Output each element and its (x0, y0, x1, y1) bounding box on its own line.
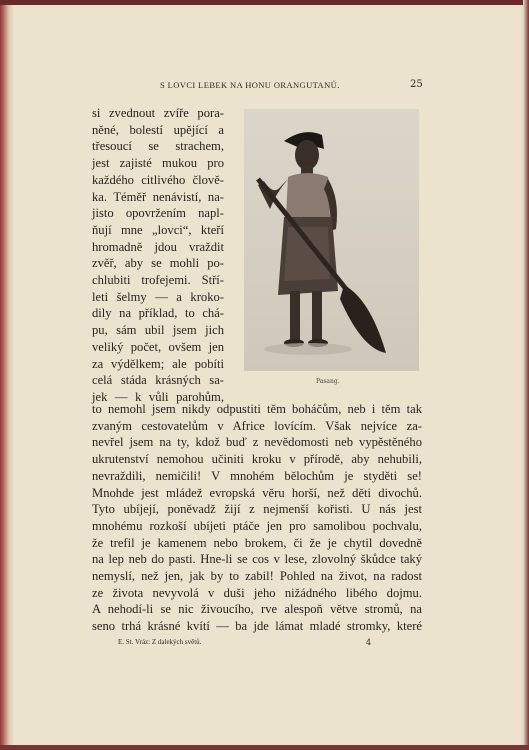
text-line: jest zajisté mukou pro (92, 156, 224, 171)
text-line: dily na příklad, to chá- (92, 306, 224, 321)
text-line: celá stáda krásných sa- (92, 373, 224, 388)
text-line: za výdělkem; ale pobíti (92, 356, 224, 371)
text-line: Tyto ubíjejí, poněvadž žijí z nejmenší kořisti. U nás jest (92, 502, 422, 517)
signature-line: E. St. Vráz: Z dalekých světů. (118, 638, 202, 646)
text-line: ňují mne „lovci“, kteří (92, 222, 224, 237)
text-line: nevraždili, nemičili! V mnohém bělochům je styděti se! (92, 468, 422, 483)
text-line: zvěř, aby se mohli po- (92, 256, 224, 271)
text-line: chlubiti trofejemi. Stří- (92, 273, 224, 287)
text-line: že trefil je kamenem nebo brokem, či že je chytil dovedně (92, 535, 422, 550)
photo-image (244, 109, 419, 371)
book-spine (0, 0, 14, 750)
text-line: ukrutenství nemohou učiniti kroku v přírodě, aby nehubili, (92, 452, 422, 467)
page-top-edge (0, 0, 529, 5)
text-line: ze života nevyvolá v duši jeho nižádného libého dojmu. (92, 585, 422, 600)
text-line: pu, sám ubil jsem jich (92, 323, 224, 338)
text-line: si zvednout zvíře pora- (92, 106, 224, 120)
text-line: něné, bolestí upějící a (92, 122, 224, 137)
text-line: hromadně jdou vraždit (92, 239, 224, 254)
sheet-number: 4 (366, 638, 372, 647)
text-line: jisto opovržením napl- (92, 206, 224, 221)
text-line: ka. Téměř nenávistí, na- (92, 189, 224, 204)
text-line: Mnohde jest mládež evropská věru horší, než děti divochů. (92, 485, 422, 500)
running-header: S LOVCI LEBEK NA HONU ORANGUTANŮ. (160, 80, 340, 90)
text-line: leti šelmy — a kroko- (92, 289, 224, 304)
text-line: mnohému rozkoší ubíjeti ptáče jen pro samolibou pochvalu, (92, 518, 422, 533)
text-line: nevřel jsem na ty, kdož buď z nevědomosti neb vypěstěného (92, 435, 422, 450)
page-right-edge (523, 0, 529, 750)
text-line: jek — k vůli parohům, (92, 389, 224, 404)
page-number: 25 (410, 79, 423, 90)
photograph-pasang (244, 109, 419, 371)
photo-caption: Pasang. (316, 378, 340, 385)
text-line: každého citlivého člově- (92, 172, 224, 187)
text-line: na lep neb do pasti. Hne-li se cos v lese, zlovolný škůdce taký (92, 552, 422, 567)
text-line: to nemohl jsem nikdy odpustiti těm boháčům, neb i těm tak (92, 402, 422, 416)
text-line: zvaným cestovatelům v Africe lovícím. Však nejvíce za- (92, 418, 422, 433)
text-line: veliký počet, ovšem jen (92, 339, 224, 354)
page-bottom-edge (0, 745, 529, 750)
text-line: třesoucí se strachem, (92, 139, 224, 154)
text-line: A nehodí-li se nic živoucího, rve alespoň větve stromů, na (92, 602, 422, 617)
text-line: seno trhá krásné kvítí — ba jde lámat mladé stromky, které (92, 619, 422, 634)
text-line: nemyslí, než jen, jak by to zabil! Pohled na život, na radost (92, 569, 422, 583)
